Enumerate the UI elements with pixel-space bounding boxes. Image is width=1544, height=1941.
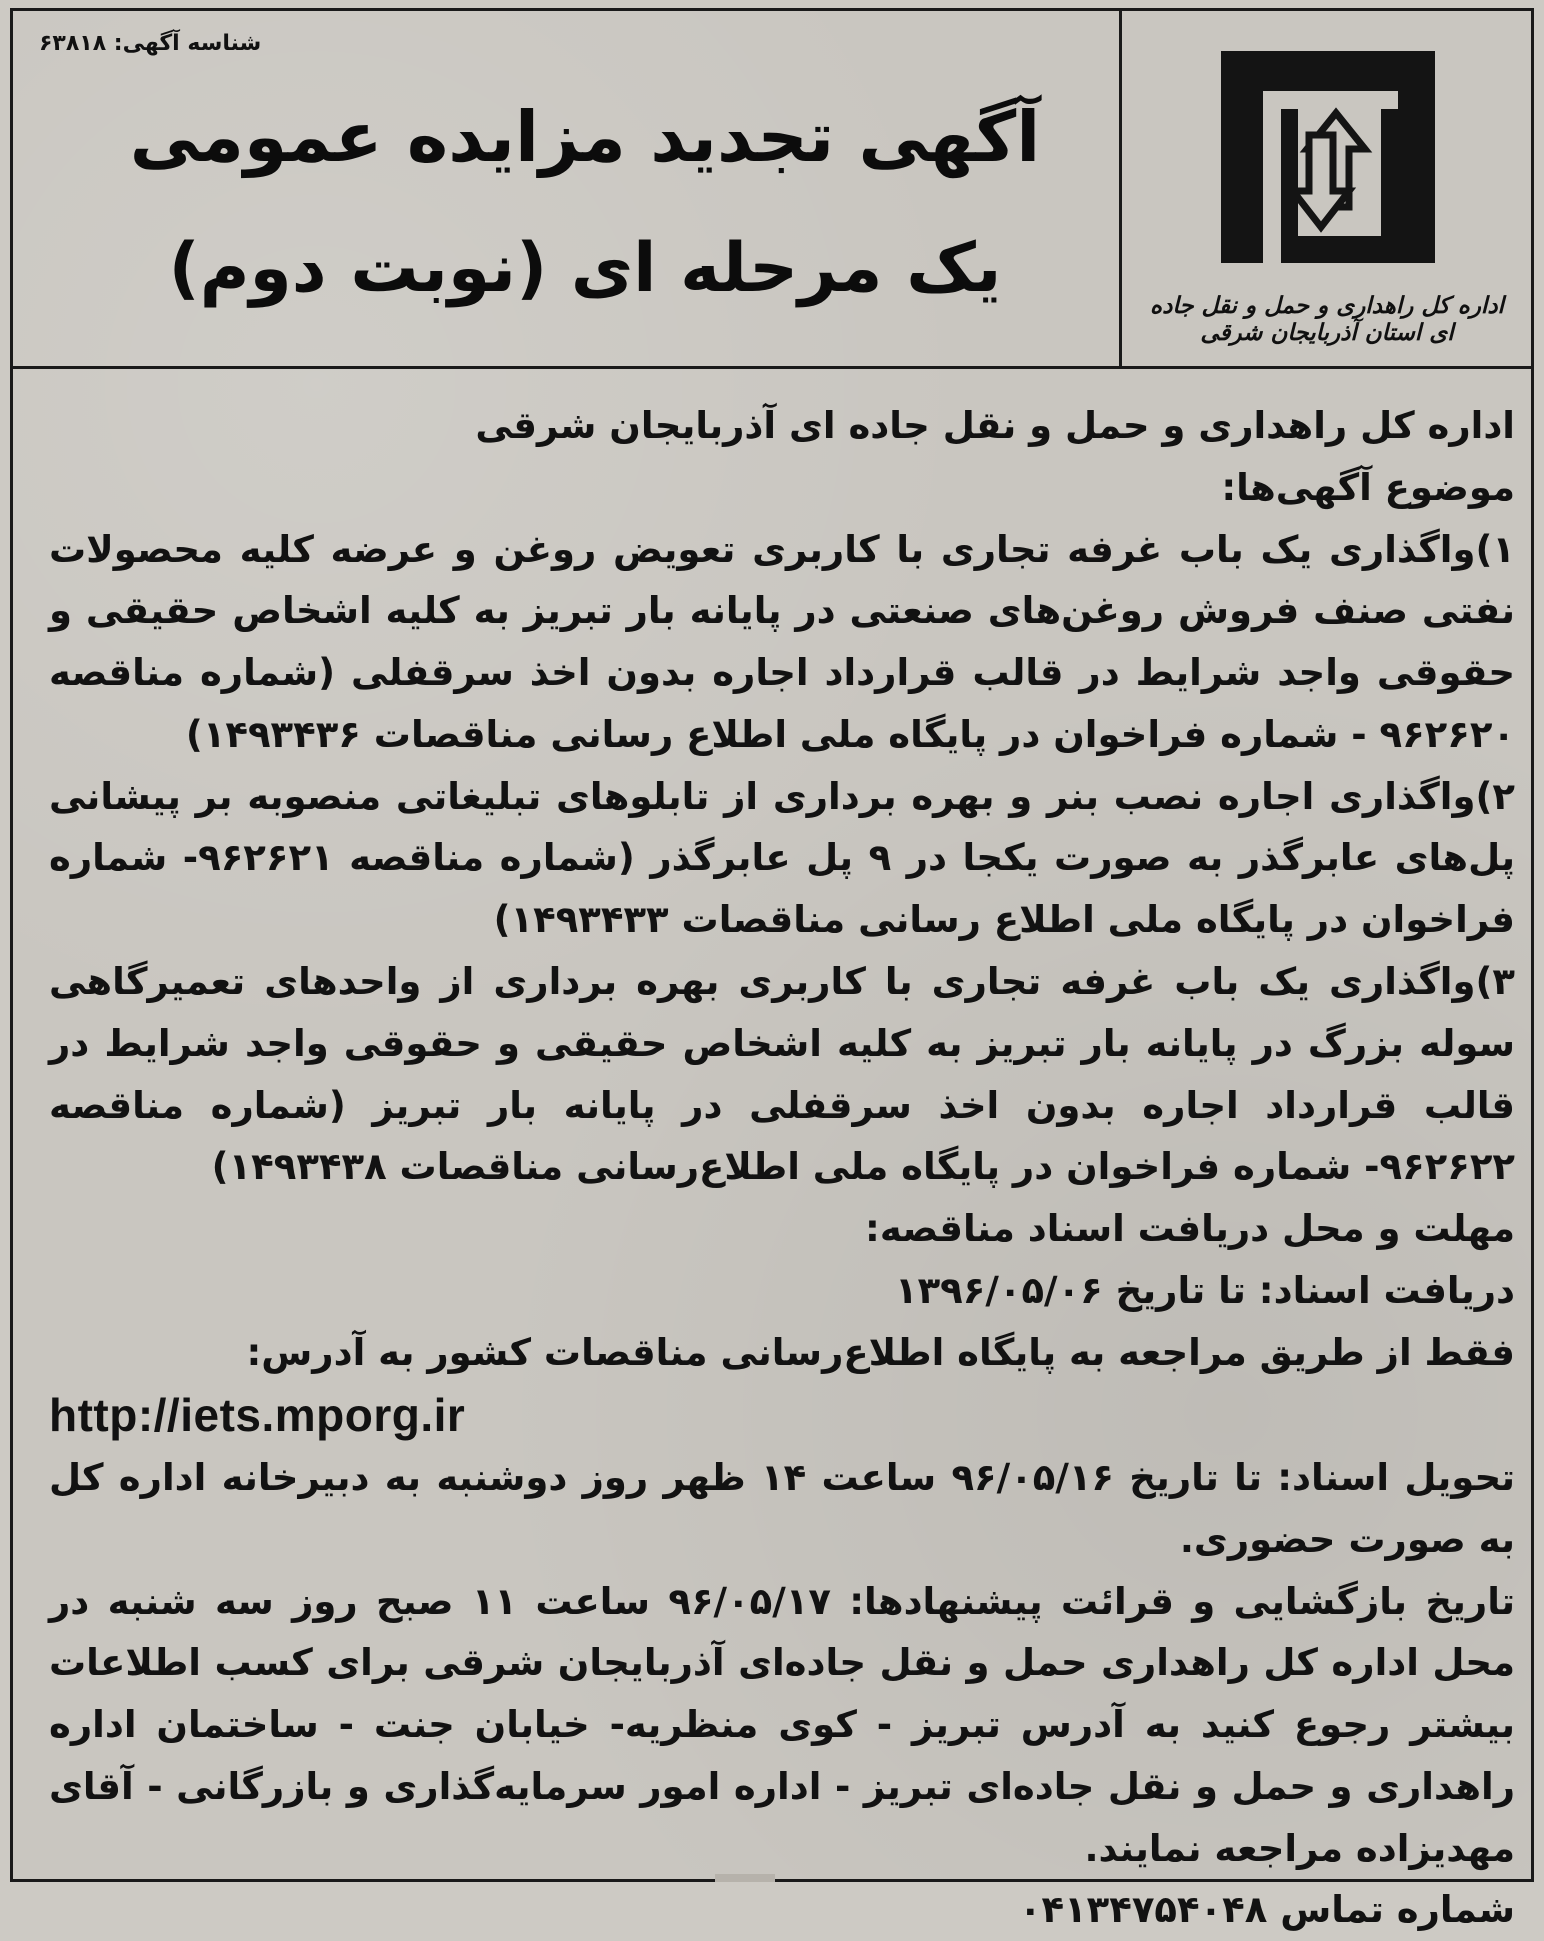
bid-opening: تاریخ بازگشایی و قرائت پیشنهادها: ۹۶/۰۵/۱۷ ساعت ۱۱ صبح روز سه شنبه در محل اداره کل راهداری حمل و نقل جاده‌ای آذربایجان شرقی برای کسب اطلاعات بیشتر رجوع کنید به آدرس تبریز - کوی منظریه- خیابان جنت - ساختمان اداره راهداری و حمل و نقل جاده‌ای تبریز - اداره امور سرمایه‌گذاری و بازرگانی - آقای مهدیزاده مراجعه نمایند. (49, 1579, 1515, 1870)
item-3: ۳)واگذاری یک باب غرفه تجاری با کاربری بهره برداری از واحدهای تعمیرگاهی سوله بزرگ در پایانه بار تبریز به کلیه اشخاص حقیقی و حقوقی واجد شرایط در قالب قرارداد اجاره بدون اخذ سرقفلی در پایانه بار تبریز (شماره مناقصه ۹۶۲۶۲۲- شماره فراخوان در پایگاه ملی اطلاع‌رسانی مناقصات ۱۴۹۳۴۳۸) (49, 960, 1515, 1189)
contact-number: شماره تماس ۰۴۱۳۴۷۵۴۰۴۸ (1018, 1888, 1515, 1932)
portal-note: فقط از طریق مراجعه به پایگاه اطلاع‌رسانی مناقصات کشور به آدرس: (246, 1330, 1515, 1374)
road-transport-logo-icon (1203, 31, 1453, 281)
ad-header (13, 11, 1531, 369)
organization-logo-panel (1119, 11, 1531, 366)
logo-caption: اداره کل راهداری و حمل و نقل جاده ای استان آذربایجان شرقی (1150, 292, 1504, 346)
agency-name: اداره کل راهداری و حمل و نقل جاده ای آذربایجان شرقی (475, 404, 1515, 447)
page-bottom-mark (715, 1874, 775, 1882)
ad-body (49, 395, 1515, 1941)
item-1: ۱)واگذاری یک باب غرفه تجاری با کاربری تعویض روغن و عرضه کلیه محصولات نفتی صنف فروش روغن‌های صنعتی در پایانه بار تبریز به کلیه اشخاص حقیقی و حقوقی واجد شرایط در قالب قرارداد اجاره بدون اخذ سرقفلی (شماره مناقصه ۹۶۲۶۲۰ - شماره فراخوان در پایگاه ملی اطلاع رسانی مناقصات ۱۴۹۳۴۳۶) (49, 527, 1515, 756)
item-2: ۲)واگذاری اجاره نصب بنر و بهره برداری از تابلوهای تبلیغاتی منصوبه بر پیشانی پل‌های عابرگذر به صورت یکجا در ۹ پل عابرگذر (شماره مناقصه ۹۶۲۶۲۱- شماره فراخوان در پایگاه ملی اطلاع رسانی مناقصات ۱۴۹۳۴۳۳) (49, 774, 1515, 942)
document-delivery: تحویل اسناد: تا تاریخ ۹۶/۰۵/۱۶ ساعت ۱۴ ظهر روز دوشنبه به دبیرخانه اداره کل به صورت حضوری. (49, 1455, 1516, 1561)
ad-title: آگهی تجدید مزایده عمومی (129, 96, 1041, 178)
ad-subtitle: یک مرحله ای (نوبت دوم) (168, 229, 1002, 308)
deadline-heading: مهلت و محل دریافت اسناد مناقصه: (865, 1207, 1515, 1251)
document-receipt: دریافت اسناد: تا تاریخ ۱۳۹۶/۰۵/۰۶ (895, 1268, 1515, 1312)
tender-portal-url: http://iets.mporg.ir (49, 1388, 466, 1441)
ad-identifier: شناسه آگهی: ۶۳۸۱۸ (39, 31, 262, 56)
advertisement-page (10, 8, 1534, 1932)
subject-label: موضوع آگهی‌ها: (1221, 465, 1515, 509)
